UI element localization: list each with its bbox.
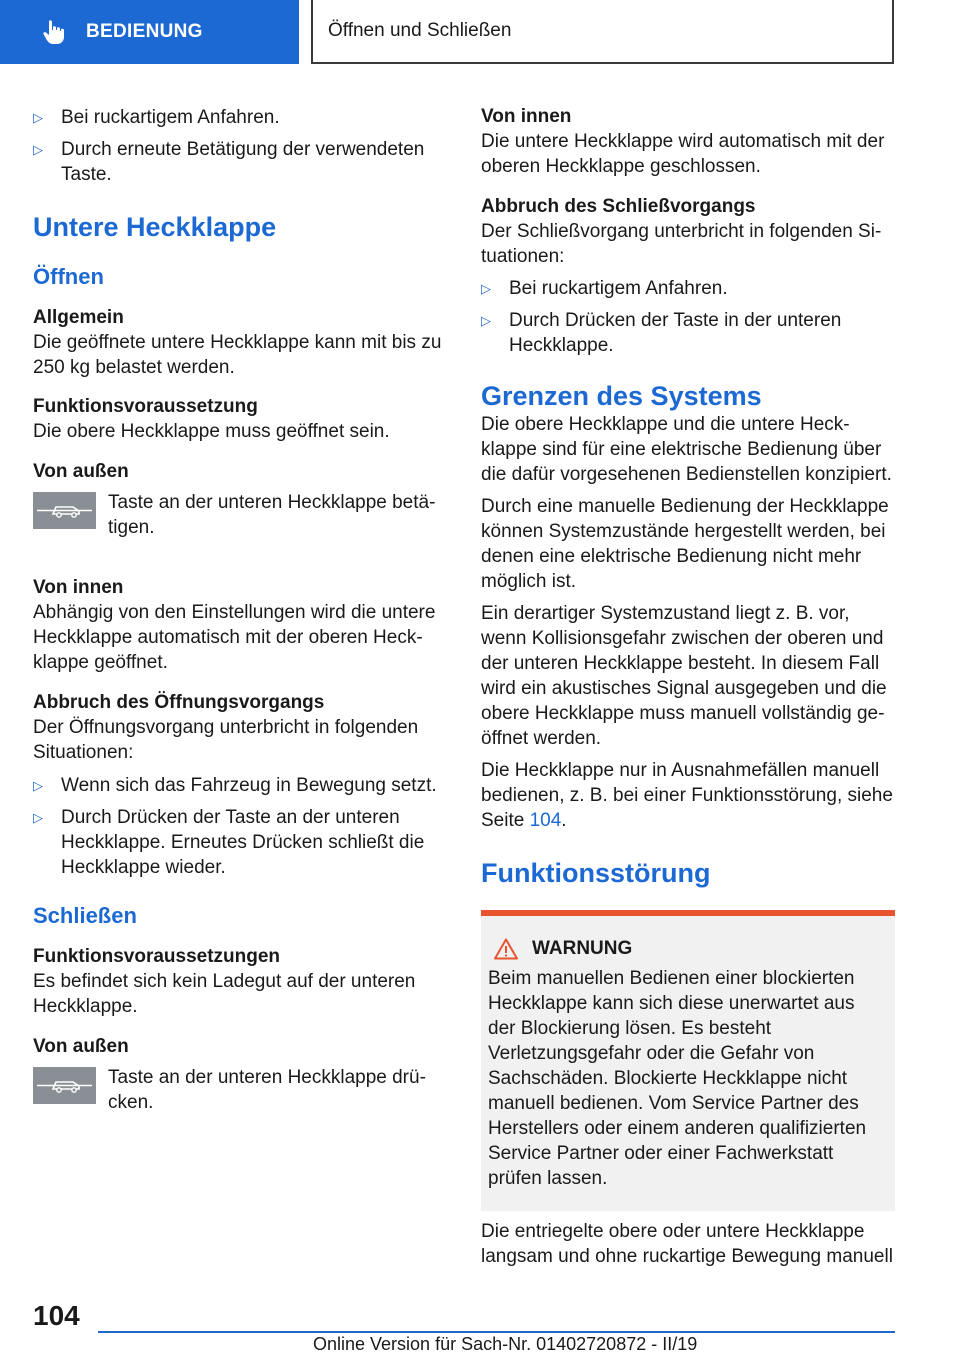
heading-grenzen: Grenzen des Systems: [481, 381, 762, 411]
warning-header: [488, 938, 887, 960]
subheading-abbruch-oeffnung: Abbruch des Öffnungsvorgangs: [33, 692, 325, 713]
paragraph: Durch eine manuelle Bedienung der Heckklappe können Systemzustände hergestellt werden, bei denen eine elektrische Bedienung nicht mehr möglich ist.: [481, 496, 889, 592]
triangle-bullet-icon: ▷: [33, 110, 43, 125]
warning-title: WARNUNG: [532, 938, 633, 959]
page-title: Öffnen und Schließen: [311, 0, 894, 64]
paragraph: Der Schließvorgang unterbricht in folgenden Situationen:: [481, 221, 882, 267]
paragraph: Die obere Heckklappe und die untere Heckklappe sind für eine elektrische Bedienung über die dafür vorgesehenen Bedienstellen konzipiert.: [481, 414, 892, 485]
triangle-bullet-icon: ▷: [481, 313, 491, 328]
warning-text: Beim manuellen Bedienen einer blockierten Heckklappe kann sich diese unerwartet aus der Blockierung lösen. Es besteht Verletzungsgefahr oder die Gefahr von Sachschäden. Blockierte Heckklappe nicht manuell bedienen. Vom Service Partner des Herstellers oder einem anderen qualifizierten Service Partner oder einer Fachwerkstatt prüfen lassen.: [488, 968, 867, 1189]
section-tab-label: BEDIENUNG: [86, 21, 203, 42]
heading-untere-heckklappe: Untere Heckklappe: [33, 212, 277, 242]
paragraph: Abhängig von den Einstellungen wird die untere Heckklappe automatisch mit der oberen Heckklappe geöffnet.: [33, 602, 436, 673]
page-number: 104: [33, 1300, 80, 1331]
key-instruction-text: Taste an der unteren Heckklappe drücken.: [108, 1067, 426, 1113]
paragraph: Es befindet sich kein Ladegut auf der unteren Heckklappe.: [33, 971, 416, 1017]
heading-oeffnen: Öffnen: [33, 264, 104, 289]
section-tab[interactable]: [0, 0, 299, 64]
triangle-bullet-icon: ▷: [33, 142, 43, 157]
heading-funktionsstoerung: Funktionsstörung: [481, 858, 711, 888]
list-item: ▷ Bei ruckartigem Anfahren.: [33, 107, 280, 128]
key-instruction-text: Taste an der unteren Heckklappe betätigen.: [108, 492, 436, 538]
tailgate-button-icon: [33, 1067, 96, 1104]
paragraph: Die untere Heckklappe wird automatisch mit der oberen Heckklappe geschlossen.: [481, 131, 885, 177]
list-item: ▷ Bei ruckartigem Anfahren.: [481, 278, 728, 299]
warning-box: [481, 910, 895, 1211]
heading-schliessen: Schließen: [33, 903, 137, 928]
page-link[interactable]: 104: [529, 810, 562, 831]
triangle-bullet-icon: ▷: [33, 778, 43, 793]
footer-divider: [98, 1331, 895, 1333]
list-item: ▷ Wenn sich das Fahrzeug in Bewegung setzt.: [33, 775, 437, 796]
list-item: ▷ Durch Drücken der Taste an der unteren Heckklappe. Erneutes Drücken schließt die Heckklappe wieder.: [33, 807, 425, 878]
subheading-abbruch-schliessen: Abbruch des Schließvorgangs: [481, 196, 756, 217]
footer-text: Online Version für Sach-Nr. 01402720872 - II/19: [313, 1334, 698, 1354]
subheading-funktionsvoraussetzungen: Funktionsvoraussetzungen: [33, 946, 281, 967]
paragraph: Die Heckklappe nur in Ausnahmefällen manuell bedienen, z. B. bei einer Funktionsstörung, siehe Seite 104.: [481, 760, 893, 831]
subheading-von-innen: Von innen: [33, 577, 124, 598]
key-instruction: [33, 1065, 448, 1115]
subheading-von-aussen: Von außen: [33, 1036, 129, 1057]
paragraph: Der Öffnungsvorgang unterbricht in folgenden Situationen:: [33, 717, 419, 763]
hand-pointer-icon: [40, 18, 68, 46]
triangle-bullet-icon: ▷: [481, 281, 491, 296]
subheading-von-innen: Von innen: [481, 106, 572, 127]
triangle-bullet-icon: ▷: [33, 810, 43, 825]
subheading-allgemein: Allgemein: [33, 307, 124, 328]
paragraph: Die obere Heckklappe muss geöffnet sein.: [33, 421, 390, 442]
left-column: [33, 100, 448, 1115]
paragraph: Die entriegelte obere oder untere Heckklappe langsam und ohne ruckartige Bewegung manuell: [481, 1221, 893, 1267]
warning-triangle-icon: [494, 938, 518, 960]
key-instruction: [33, 490, 448, 540]
list-item: ▷ Durch Drücken der Taste in der unteren Heckklappe.: [481, 310, 842, 356]
subheading-von-aussen: Von außen: [33, 461, 129, 482]
right-column: [481, 100, 895, 1269]
paragraph: Ein derartiger Systemzustand liegt z. B. vor, wenn Kollisionsgefahr zwischen der oberen und der unteren Heckklappe besteht. In diesem Fall wird ein akustisches Signal ausgegeben und die obere Heckklappe muss manuell vollständig geöffnet werden.: [481, 603, 887, 749]
paragraph: Die geöffnete untere Heckklappe kann mit bis zu 250 kg belastet werden.: [33, 332, 442, 378]
subheading-funktionsvoraussetzung: Funktionsvoraussetzung: [33, 396, 258, 417]
list-item: ▷ Durch erneute Betätigung der verwendeten Taste.: [33, 139, 425, 185]
tailgate-button-icon: [33, 492, 96, 529]
